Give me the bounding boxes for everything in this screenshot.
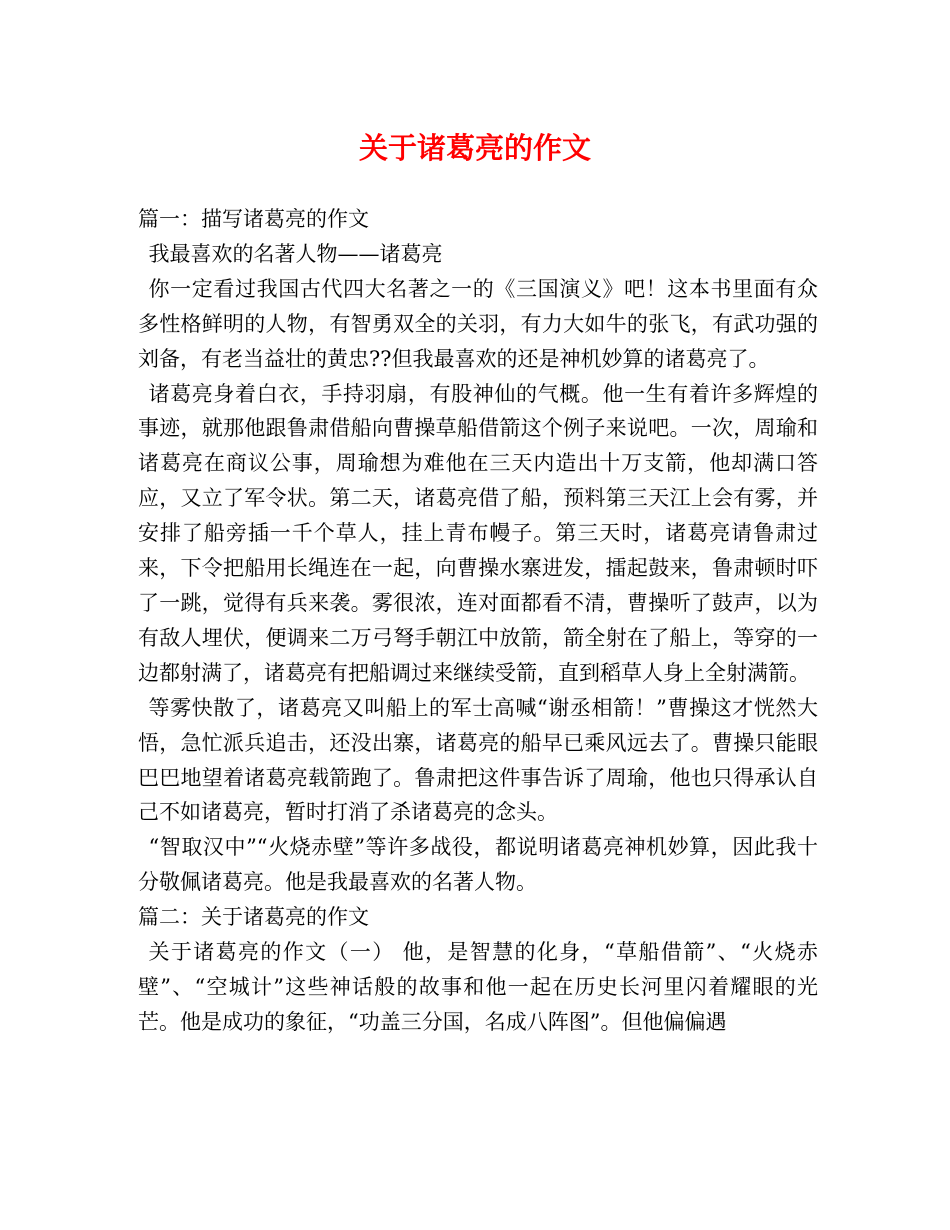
- paragraph-7: 篇二：关于诸葛亮的作文: [138, 905, 369, 930]
- paragraph-2: 我最喜欢的名著人物——诸葛亮: [148, 241, 443, 266]
- paragraph-8: 关于诸葛亮的作文（一） 他，是智慧的化身，“草船借箭”、“火烧赤壁”、“空城计”这些神话般的故事和他一起在历史长河里闪着耀眼的光芒。他是成功的象征，“功盖三分国，名成八阵图”。但他偏偏遇: [138, 940, 818, 1034]
- paragraph-3: 你一定看过我国古代四大名著之一的《三国演义》吧！这本书里面有众多性格鲜明的人物，有智勇双全的关羽，有力大如牛的张飞，有武功强的刘备，有老当益壮的黄忠??但我最喜欢的还是神机妙算的诸葛亮了。: [138, 276, 818, 371]
- paragraph-6: “智取汉中”“火烧赤壁”等许多战役，都说明诸葛亮神机妙算，因此我十分敬佩诸葛亮。他是我最喜欢的名著人物。: [138, 835, 818, 895]
- paragraph-1: 篇一：描写诸葛亮的作文: [138, 207, 369, 231]
- document-body: [138, 202, 818, 1040]
- paragraph-4: 诸葛亮身着白衣，手持羽扇，有股神仙的气概。他一生有着许多辉煌的事迹，就那他跟鲁肃借船向曹操草船借箭这个例子来说吧。一次，周瑜和诸葛亮在商议公事，周瑜想为难他在三天内造出十万支箭，他却满口答应，又立了军令状。第二天，诸葛亮借了船，预料第三天江上会有雾，并安排了船旁插一千个草人，挂上青布幔子。第三天时，诸葛亮请鲁肃过来，下令把船用长绳连在一起，向曹操水寨进发，擂起鼓来，鲁肃顿时吓了一跳，觉得有兵来袭。雾很浓，连对面都看不清，曹操听了鼓声，以为有敌人埋伏，便调来二万弓弩手朝江中放箭，箭全射在了船上，等穿的一边都射满了，诸葛亮有把船调过来继续受箭，直到稻草人身上全射满箭。: [138, 381, 818, 685]
- paragraph-5: 等雾快散了，诸葛亮又叫船上的军士高喊“谢丞相箭！”曹操这才恍然大悟，急忙派兵追击，还没出寨，诸葛亮的船早已乘风远去了。曹操只能眼巴巴地望着诸葛亮载箭跑了。鲁肃把这件事告诉了周瑜，他也只得承认自己不如诸葛亮，暂时打消了杀诸葛亮的念头。: [138, 695, 818, 825]
- document-title: 关于诸葛亮的作文: [358, 131, 591, 165]
